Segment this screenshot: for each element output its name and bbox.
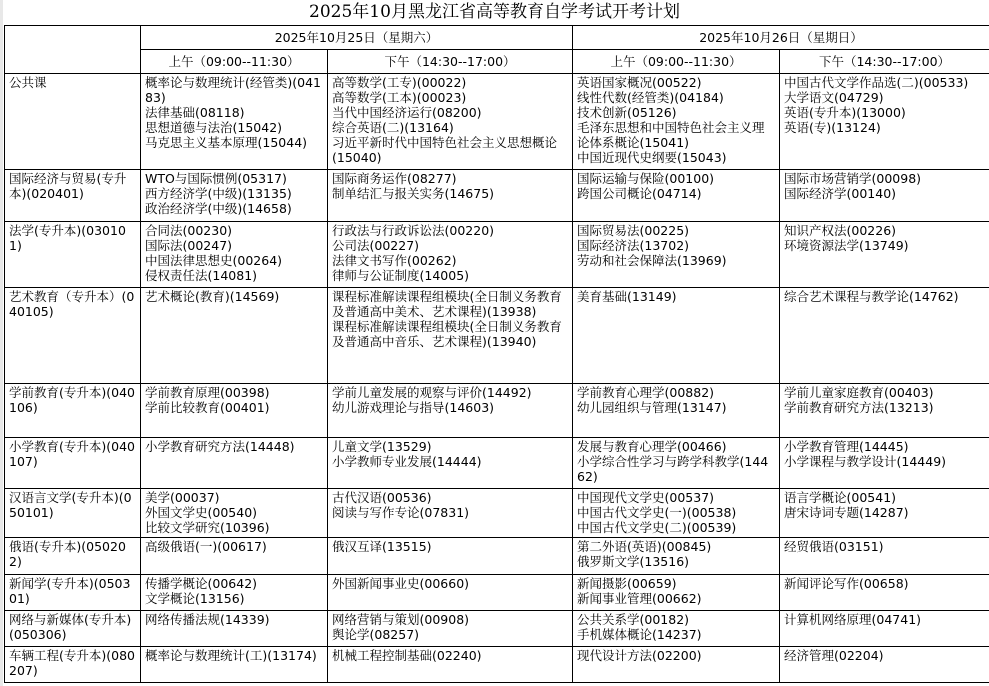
course-item: 制单结汇与报关实务(14675) — [332, 186, 495, 201]
date-header-row — [5, 26, 989, 50]
day-header: 2025年10月26日（星期日） — [573, 26, 989, 50]
course-item: 知识产权法(00226) — [784, 223, 897, 238]
course-item: 新闻事业管理(00662) — [577, 591, 702, 606]
session-cell — [328, 438, 573, 489]
table-row — [5, 170, 989, 222]
course-item: 学前教育原理(00398) — [145, 385, 270, 400]
session-cell — [141, 222, 328, 288]
session-header: 上午（09:00--11:30） — [141, 50, 328, 74]
corner-cell — [5, 26, 141, 74]
course-item: 马克思主义基本原理(15044) — [145, 135, 308, 150]
table-row — [5, 647, 989, 683]
course-item: 经济管理(02204) — [784, 648, 884, 663]
course-item: 计算机网络原理(04741) — [784, 612, 922, 627]
course-item: 课程标准解读课程组模块(全日制义务教育及普通高中美术、艺术课程)(13938) — [332, 289, 562, 319]
major-cell: 法学(专升本)(030101) — [5, 222, 141, 288]
session-cell — [780, 575, 989, 611]
course-item: 毛泽东思想和中国特色社会主义理论体系概论(15041) — [577, 120, 765, 150]
major-cell: 公共课 — [5, 74, 141, 170]
course-item: 线性代数(经管类)(04184) — [577, 90, 724, 105]
course-item: 幼儿游戏理论与指导(14603) — [332, 400, 495, 415]
course-item: 国际贸易法(00225) — [577, 223, 690, 238]
course-item: 学前儿童家庭教育(00403) — [784, 385, 934, 400]
course-item: 发展与教育心理学(00466) — [577, 439, 727, 454]
course-item: 古代汉语(00536) — [332, 490, 432, 505]
session-cell — [141, 170, 328, 222]
course-item: 思想道德与法治(15042) — [145, 120, 283, 135]
course-item: 当代中国经济运行(08200) — [332, 105, 482, 120]
course-item: 英语国家概况(00522) — [577, 75, 702, 90]
session-cell — [780, 384, 989, 438]
course-item: 中国古代文学史(二)(00539) — [577, 520, 737, 535]
course-item: 国际法(00247) — [145, 238, 233, 253]
session-cell — [141, 538, 328, 575]
course-item: 艺术概论(教育)(14569) — [145, 289, 280, 304]
major-cell: 学前教育(专升本)(040106) — [5, 384, 141, 438]
major-cell: 汉语言文学(专升本)(050101) — [5, 489, 141, 538]
table-row — [5, 288, 989, 384]
course-item: 外国文学史(00540) — [145, 505, 258, 520]
course-item: 国际经济法(13702) — [577, 238, 690, 253]
course-item: 国际经济学(00140) — [784, 186, 897, 201]
session-cell — [328, 538, 573, 575]
session-cell — [573, 222, 780, 288]
session-cell — [780, 611, 989, 647]
course-item: 现代设计方法(02200) — [577, 648, 702, 663]
session-cell — [573, 647, 780, 683]
course-item: 公司法(00227) — [332, 238, 420, 253]
course-item: 机械工程控制基础(02240) — [332, 648, 482, 663]
major-cell: 艺术教育（专升本）(040105) — [5, 288, 141, 384]
course-item: 高级俄语(一)(00617) — [145, 539, 267, 554]
major-cell: 俄语(专升本)(050202) — [5, 538, 141, 575]
session-cell — [141, 438, 328, 489]
course-item: 跨国公司概论(04714) — [577, 186, 702, 201]
course-item: 儿童文学(13529) — [332, 439, 432, 454]
course-item: 小学课程与教学设计(14449) — [784, 454, 947, 469]
session-cell — [328, 288, 573, 384]
course-item: 环境资源法学(13749) — [784, 238, 909, 253]
course-item: 网络传播法规(14339) — [145, 612, 270, 627]
course-item: 手机媒体概论(14237) — [577, 627, 702, 642]
session-cell — [780, 489, 989, 538]
session-cell — [780, 647, 989, 683]
course-item: 合同法(00230) — [145, 223, 233, 238]
course-item: 学前儿童发展的观察与评价(14492) — [332, 385, 532, 400]
course-item: 国际运输与保险(00100) — [577, 171, 715, 186]
course-item: 文学概论(13156) — [145, 591, 245, 606]
course-item: 行政法与行政诉讼法(00220) — [332, 223, 495, 238]
session-cell — [780, 222, 989, 288]
course-item: 比较文学研究(10396) — [145, 520, 270, 535]
course-item: 劳动和社会保障法(13969) — [577, 253, 727, 268]
table-row — [5, 538, 989, 575]
session-cell — [573, 489, 780, 538]
course-item: 中国现代文学史(00537) — [577, 490, 715, 505]
session-cell — [328, 74, 573, 170]
session-cell — [141, 288, 328, 384]
session-cell — [573, 575, 780, 611]
table-row — [5, 438, 989, 489]
course-item: 小学教育研究方法(14448) — [145, 439, 295, 454]
table-row — [5, 611, 989, 647]
course-item: 中国法律思想史(00264) — [145, 253, 283, 268]
course-item: 高等数学(工专)(00022) — [332, 75, 467, 90]
course-item: 第二外语(英语)(00845) — [577, 539, 712, 554]
course-item: 西方经济学(中级)(13135) — [145, 186, 292, 201]
session-cell — [780, 438, 989, 489]
course-item: 概率论与数理统计(经管类)(04183) — [145, 75, 321, 105]
course-item: 法律基础(08118) — [145, 105, 245, 120]
course-item: 语言学概论(00541) — [784, 490, 897, 505]
course-item: 传播学概论(00642) — [145, 576, 258, 591]
major-cell: 国际经济与贸易(专升本)(020401) — [5, 170, 141, 222]
session-cell — [780, 170, 989, 222]
course-item: 技术创新(05126) — [577, 105, 677, 120]
course-item: 俄罗斯文学(13516) — [577, 554, 690, 569]
major-cell: 车辆工程(专升本)(080207) — [5, 647, 141, 683]
session-cell — [328, 489, 573, 538]
course-item: 习近平新时代中国特色社会主义思想概论(15040) — [332, 135, 558, 165]
course-item: 公共关系学(00182) — [577, 612, 690, 627]
session-cell — [573, 384, 780, 438]
course-item: 大学语文(04729) — [784, 90, 884, 105]
table-row — [5, 575, 989, 611]
course-item: 综合英语(二)(13164) — [332, 120, 454, 135]
session-cell — [780, 288, 989, 384]
course-item: 中国古代文学作品选(二)(00533) — [784, 75, 969, 90]
session-cell — [328, 575, 573, 611]
session-header: 下午（14:30--17:00） — [780, 50, 989, 74]
course-item: 高等数学(工本)(00023) — [332, 90, 467, 105]
course-item: 俄汉互译(13515) — [332, 539, 432, 554]
course-item: 舆论学(08257) — [332, 627, 420, 642]
course-item: 学前教育研究方法(13213) — [784, 400, 934, 415]
course-item: 学前比较教育(00401) — [145, 400, 270, 415]
session-cell — [573, 288, 780, 384]
table-row — [5, 222, 989, 288]
course-item: 唐宋诗词专题(14287) — [784, 505, 909, 520]
table-row — [5, 74, 989, 170]
course-item: 外国新闻事业史(00660) — [332, 576, 470, 591]
course-item: 小学综合性学习与跨学科教学(14462) — [577, 454, 769, 484]
session-cell — [141, 384, 328, 438]
course-item: 学前教育心理学(00882) — [577, 385, 715, 400]
course-item: 国际市场营销学(00098) — [784, 171, 922, 186]
window-edge — [0, 0, 3, 686]
course-item: 新闻评论写作(00658) — [784, 576, 909, 591]
course-item: 小学教师专业发展(14444) — [332, 454, 482, 469]
session-cell — [780, 538, 989, 575]
course-item: 美学(00037) — [145, 490, 220, 505]
course-item: WTO与国际惯例(05317) — [145, 171, 287, 186]
course-item: 网络营销与策划(00908) — [332, 612, 470, 627]
session-header: 上午（09:00--11:30） — [573, 50, 780, 74]
session-cell — [573, 170, 780, 222]
session-cell — [573, 438, 780, 489]
session-cell — [328, 222, 573, 288]
session-cell — [328, 647, 573, 683]
major-cell: 新闻学(专升本)(050301) — [5, 575, 141, 611]
session-cell — [780, 74, 989, 170]
session-cell — [141, 489, 328, 538]
session-cell — [573, 538, 780, 575]
session-cell — [573, 74, 780, 170]
course-item: 小学教育管理(14445) — [784, 439, 909, 454]
session-header: 下午（14:30--17:00） — [328, 50, 573, 74]
session-cell — [141, 74, 328, 170]
session-cell — [141, 575, 328, 611]
course-item: 综合艺术课程与教学论(14762) — [784, 289, 959, 304]
course-item: 概率论与数理统计(工)(13174) — [145, 648, 317, 663]
session-cell — [141, 611, 328, 647]
course-item: 课程标准解读课程组模块(全日制义务教育及普通高中音乐、艺术课程)(13940) — [332, 319, 562, 349]
table-row — [5, 384, 989, 438]
course-item: 幼儿园组织与管理(13147) — [577, 400, 727, 415]
exam-schedule-table — [4, 25, 989, 683]
course-item: 英语(专)(13124) — [784, 120, 881, 135]
day-header: 2025年10月25日（星期六） — [141, 26, 573, 50]
session-cell — [328, 384, 573, 438]
course-item: 中国近现代史纲要(15043) — [577, 150, 727, 165]
course-item: 国际商务运作(08277) — [332, 171, 457, 186]
course-item: 侵权责任法(14081) — [145, 268, 258, 283]
session-cell — [328, 611, 573, 647]
table-row — [5, 489, 989, 538]
course-item: 政治经济学(中级)(14658) — [145, 201, 292, 216]
course-item: 法律文书写作(00262) — [332, 253, 457, 268]
course-item: 经贸俄语(03151) — [784, 539, 884, 554]
session-cell — [328, 170, 573, 222]
course-item: 新闻摄影(00659) — [577, 576, 677, 591]
course-item: 英语(专升本)(13000) — [784, 105, 906, 120]
course-item: 阅读与写作专论(07831) — [332, 505, 470, 520]
course-item: 美育基础(13149) — [577, 289, 677, 304]
session-cell — [141, 647, 328, 683]
course-item: 中国古代文学史(一)(00538) — [577, 505, 737, 520]
session-cell — [573, 611, 780, 647]
major-cell: 小学教育(专升本)(040107) — [5, 438, 141, 489]
session-header-row — [5, 50, 989, 74]
page-title: 2025年10月黑龙江省高等教育自学考试开考计划 — [309, 2, 680, 22]
major-cell: 网络与新媒体(专升本)(050306) — [5, 611, 141, 647]
course-item: 律师与公证制度(14005) — [332, 268, 470, 283]
